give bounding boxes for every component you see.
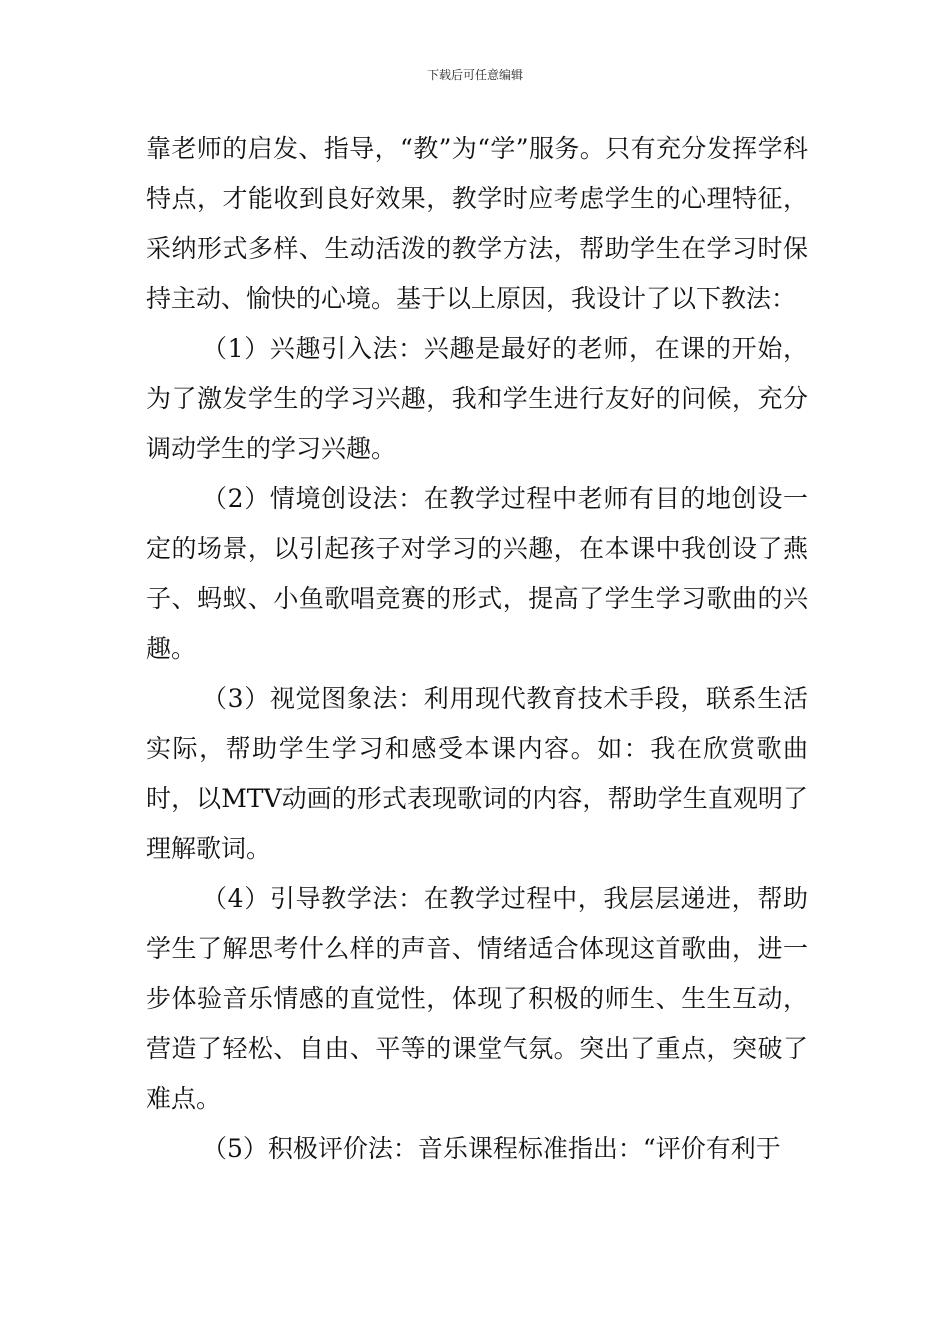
paragraph-method-5: （5）积极评价法：音乐课程标准指出：“评价有利于 — [202, 1134, 781, 1163]
paragraph-method-1: （1）兴趣引入法：兴趣是最好的老师，在课的开始，为了激发学生的学习兴趣，我和学生进行友好的问候，充分调动学生的学习兴趣。 — [146, 334, 808, 463]
paragraph-method-4: （4）引导教学法：在教学过程中，我层层递进，帮助学生了解思考什么样的声音、情绪适合体现这首歌曲，进一步体验音乐情感的直觉性，体现了积极的师生、生生互动，营造了轻松、自由、平等的课堂气氛。突出了重点，突破了难点。 — [146, 884, 808, 1113]
document-body — [146, 124, 808, 1174]
page-header: 下载后可任意编辑 — [426, 68, 523, 82]
paragraph-method-2: （2）情境创设法：在教学过程中老师有目的地创设一定的场景，以引起孩子对学习的兴趣，在本课中我创设了燕子、蚂蚁、小鱼歌唱竞赛的形式，提高了学生学习歌曲的兴趣。 — [146, 484, 808, 663]
paragraph-method-3: （3）视觉图象法：利用现代教育技术手段，联系生活实际，帮助学生学习和感受本课内容。如：我在欣赏歌曲时，以MTV动画的形式表现歌词的内容，帮助学生直观明了理解歌词。 — [146, 684, 808, 863]
paragraph-intro: 靠老师的启发、指导，“教”为“学”服务。只有充分发挥学科特点，才能收到良好效果，教学时应考虑学生的心理特征，采纳形式多样、生动活泼的教学方法，帮助学生在学习时保持主动、愉快的心境。基于以上原因，我设计了以下教法： — [146, 134, 808, 313]
